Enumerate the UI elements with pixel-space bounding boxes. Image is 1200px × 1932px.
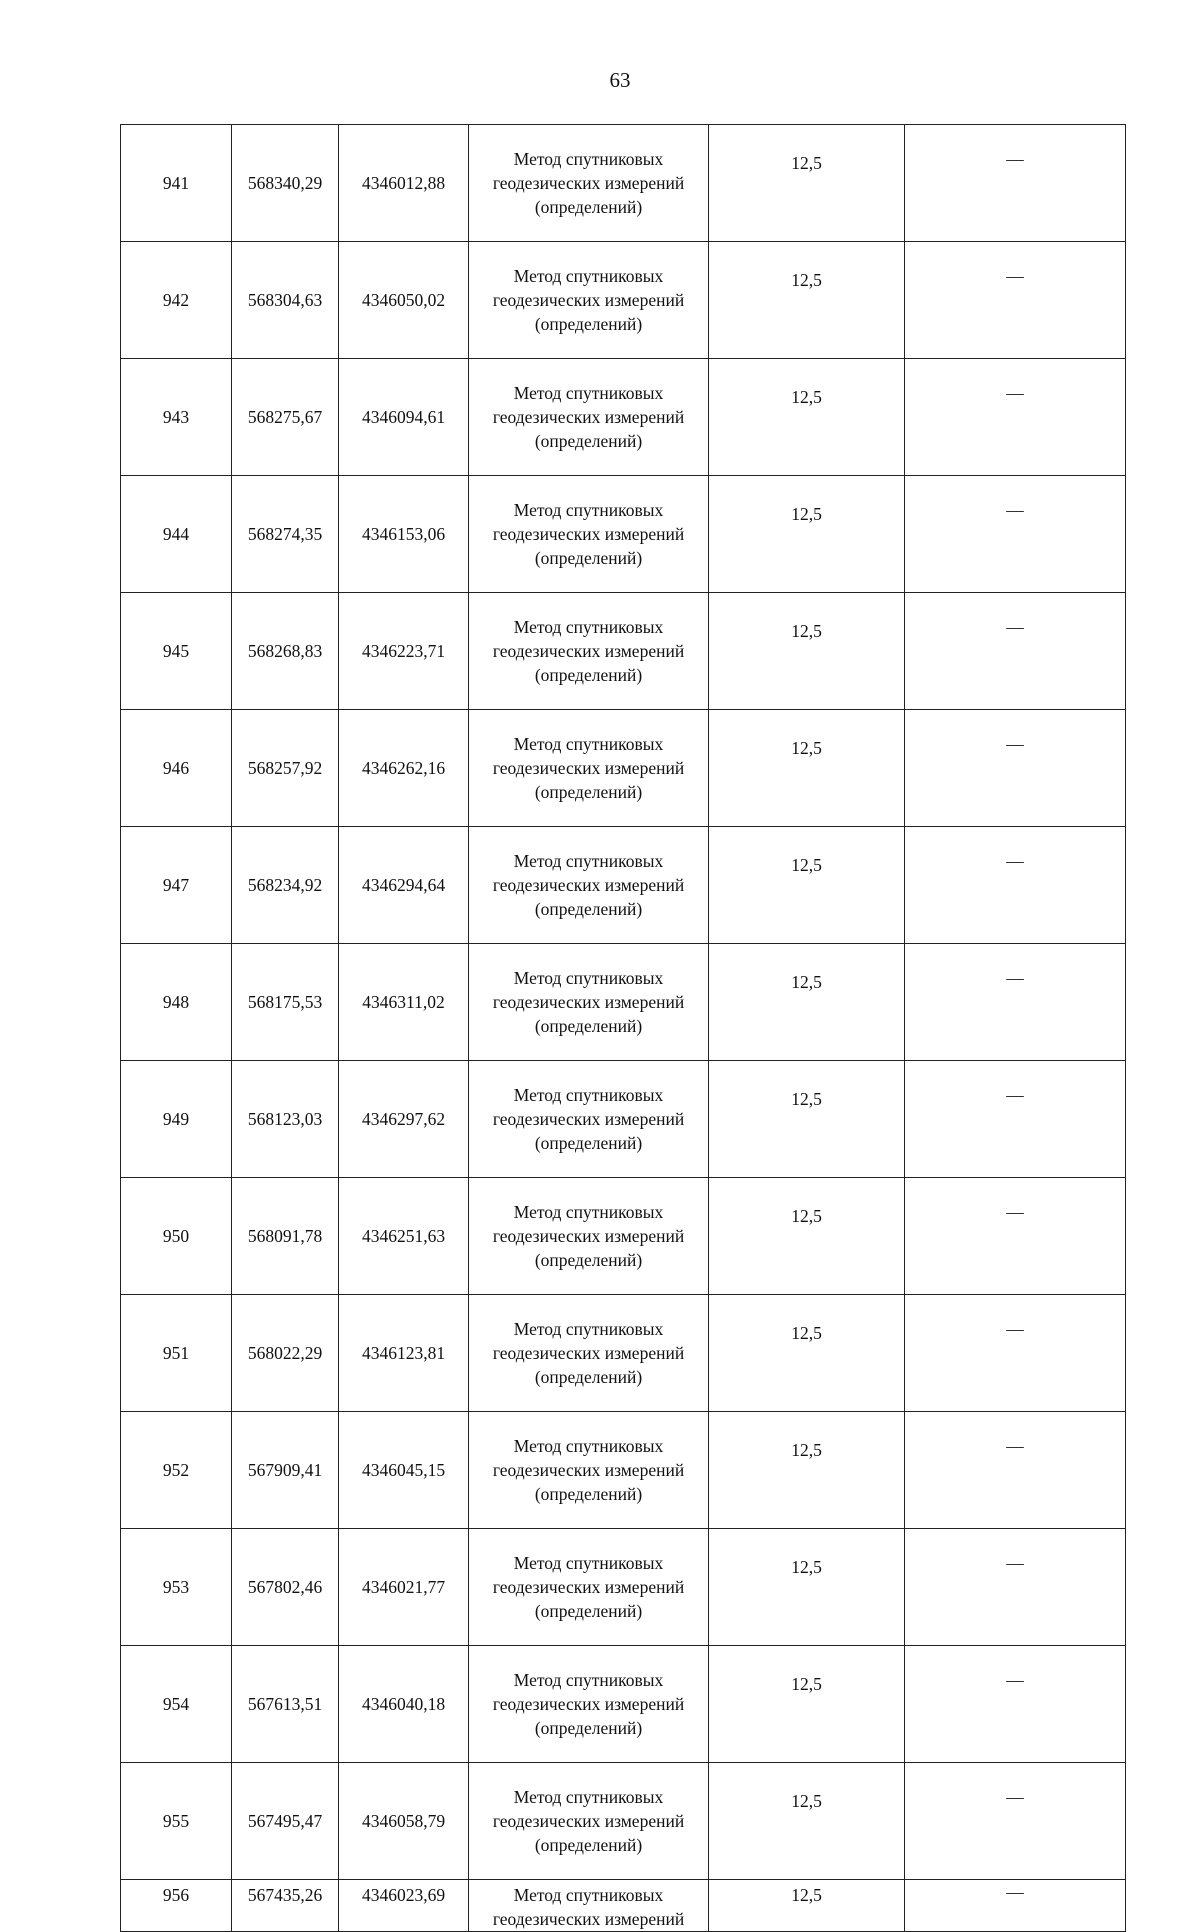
method-line: Метод спутниковых (513, 500, 664, 520)
method-cell (469, 1763, 709, 1880)
accuracy-cell: 12,5 (709, 1529, 905, 1646)
method-line: геодезических измерений (492, 758, 685, 778)
note-cell: — (905, 1763, 1126, 1880)
point-number-cell: 945 (121, 593, 232, 710)
y-coordinate-cell: 4346297,62 (339, 1061, 469, 1178)
method-cell (469, 242, 709, 359)
method-line: геодезических измерений (492, 1577, 685, 1597)
method-line: Метод спутниковых (513, 1436, 664, 1456)
table-body (121, 125, 1126, 1932)
table-row (121, 1763, 1126, 1880)
x-coordinate-cell: 568175,53 (232, 944, 339, 1061)
point-number-cell: 952 (121, 1412, 232, 1529)
method-cell (469, 125, 709, 242)
method-line: геодезических измерений (492, 1109, 685, 1129)
method-line: Метод спутниковых (513, 851, 664, 871)
method-cell (469, 593, 709, 710)
point-number-cell: 947 (121, 827, 232, 944)
method-cell (469, 1529, 709, 1646)
table-row (121, 593, 1126, 710)
method-line: геодезических измерений (492, 1694, 685, 1714)
method-cell (469, 1880, 709, 1932)
y-coordinate-cell: 4346040,18 (339, 1646, 469, 1763)
method-line: геодезических измерений (492, 1909, 685, 1929)
x-coordinate-cell: 567802,46 (232, 1529, 339, 1646)
accuracy-cell: 12,5 (709, 1178, 905, 1295)
x-coordinate-cell: 568234,92 (232, 827, 339, 944)
point-number-cell: 955 (121, 1763, 232, 1880)
x-coordinate-cell: 567613,51 (232, 1646, 339, 1763)
x-coordinate-cell: 568123,03 (232, 1061, 339, 1178)
y-coordinate-cell: 4346023,69 (339, 1880, 469, 1932)
method-line: геодезических измерений (492, 290, 685, 310)
method-line: геодезических измерений (492, 875, 685, 895)
method-cell (469, 1178, 709, 1295)
x-coordinate-cell: 568268,83 (232, 593, 339, 710)
method-line: геодезических измерений (492, 524, 685, 544)
note-cell: — (905, 1646, 1126, 1763)
x-coordinate-cell: 568022,29 (232, 1295, 339, 1412)
note-cell: — (905, 125, 1126, 242)
method-line: Метод спутниковых (513, 1670, 664, 1690)
accuracy-cell: 12,5 (709, 1061, 905, 1178)
accuracy-cell: 12,5 (709, 1412, 905, 1529)
method-line: геодезических измерений (492, 407, 685, 427)
note-cell: — (905, 1412, 1126, 1529)
method-line: геодезических измерений (492, 1226, 685, 1246)
table-row (121, 1061, 1126, 1178)
method-line: (определений) (534, 1601, 643, 1621)
method-cell (469, 710, 709, 827)
table-row (121, 1295, 1126, 1412)
point-number-cell: 948 (121, 944, 232, 1061)
point-number-cell: 954 (121, 1646, 232, 1763)
method-line: Метод спутниковых (513, 1787, 664, 1807)
method-cell (469, 944, 709, 1061)
y-coordinate-cell: 4346045,15 (339, 1412, 469, 1529)
method-line: геодезических измерений (492, 992, 685, 1012)
method-line: (определений) (534, 197, 643, 217)
method-line: (определений) (534, 431, 643, 451)
y-coordinate-cell: 4346094,61 (339, 359, 469, 476)
y-coordinate-cell: 4346021,77 (339, 1529, 469, 1646)
y-coordinate-cell: 4346311,02 (339, 944, 469, 1061)
method-line: (определений) (534, 665, 643, 685)
accuracy-cell: 12,5 (709, 359, 905, 476)
accuracy-cell: 12,5 (709, 1295, 905, 1412)
y-coordinate-cell: 4346223,71 (339, 593, 469, 710)
point-number-cell: 944 (121, 476, 232, 593)
note-cell: — (905, 1178, 1126, 1295)
note-cell: — (905, 593, 1126, 710)
table-row (121, 1412, 1126, 1529)
accuracy-cell: 12,5 (709, 1880, 905, 1932)
method-line: геодезических измерений (492, 641, 685, 661)
accuracy-cell: 12,5 (709, 710, 905, 827)
method-line: Метод спутниковых (513, 1553, 664, 1573)
method-line: (определений) (534, 548, 643, 568)
method-line: (определений) (534, 1835, 643, 1855)
accuracy-cell: 12,5 (709, 944, 905, 1061)
method-line: (определений) (534, 1250, 643, 1270)
table-row (121, 1646, 1126, 1763)
note-cell: — (905, 1061, 1126, 1178)
point-number-cell: 950 (121, 1178, 232, 1295)
accuracy-cell: 12,5 (709, 827, 905, 944)
method-line: геодезических измерений (492, 1460, 685, 1480)
accuracy-cell: 12,5 (709, 125, 905, 242)
method-line: (определений) (534, 1016, 643, 1036)
method-line: (определений) (534, 1133, 643, 1153)
accuracy-cell: 12,5 (709, 1763, 905, 1880)
page-number: 63 (609, 68, 631, 92)
y-coordinate-cell: 4346262,16 (339, 710, 469, 827)
method-line: Метод спутниковых (513, 383, 664, 403)
table-row (121, 1880, 1126, 1932)
method-line: Метод спутниковых (513, 1319, 664, 1339)
method-cell (469, 827, 709, 944)
table-row (121, 710, 1126, 827)
point-number-cell: 956 (121, 1880, 232, 1932)
y-coordinate-cell: 4346123,81 (339, 1295, 469, 1412)
method-line: (определений) (534, 1484, 643, 1504)
point-number-cell: 949 (121, 1061, 232, 1178)
method-line: Метод спутниковых (513, 617, 664, 637)
point-number-cell: 951 (121, 1295, 232, 1412)
note-cell: — (905, 1529, 1126, 1646)
y-coordinate-cell: 4346012,88 (339, 125, 469, 242)
note-cell: — (905, 710, 1126, 827)
table-row (121, 944, 1126, 1061)
method-line: геодезических измерений (492, 1343, 685, 1363)
note-cell: — (905, 827, 1126, 944)
point-number-cell: 941 (121, 125, 232, 242)
method-line: геодезических измерений (492, 173, 685, 193)
table-row (121, 359, 1126, 476)
x-coordinate-cell: 568091,78 (232, 1178, 339, 1295)
method-line: геодезических измерений (492, 1811, 685, 1831)
x-coordinate-cell: 568257,92 (232, 710, 339, 827)
accuracy-cell: 12,5 (709, 593, 905, 710)
y-coordinate-cell: 4346251,63 (339, 1178, 469, 1295)
method-cell (469, 359, 709, 476)
point-number-cell: 943 (121, 359, 232, 476)
method-cell (469, 1646, 709, 1763)
method-line: Метод спутниковых (513, 266, 664, 286)
note-cell: — (905, 1295, 1126, 1412)
note-cell: — (905, 242, 1126, 359)
method-line: (определений) (534, 1718, 643, 1738)
method-line: Метод спутниковых (513, 1202, 664, 1222)
x-coordinate-cell: 567495,47 (232, 1763, 339, 1880)
method-line: (определений) (534, 314, 643, 334)
note-cell: — (905, 944, 1126, 1061)
method-line: (определений) (534, 782, 643, 802)
table-row (121, 476, 1126, 593)
method-line: (определений) (534, 1367, 643, 1387)
method-line: Метод спутниковых (513, 734, 664, 754)
accuracy-cell: 12,5 (709, 1646, 905, 1763)
note-cell: — (905, 359, 1126, 476)
y-coordinate-cell: 4346294,64 (339, 827, 469, 944)
accuracy-cell: 12,5 (709, 476, 905, 593)
table-row (121, 1178, 1126, 1295)
point-number-cell: 946 (121, 710, 232, 827)
table-row (121, 242, 1126, 359)
note-cell: — (905, 1880, 1126, 1932)
x-coordinate-cell: 568275,67 (232, 359, 339, 476)
point-number-cell: 953 (121, 1529, 232, 1646)
table-row (121, 1529, 1126, 1646)
y-coordinate-cell: 4346050,02 (339, 242, 469, 359)
point-number-cell: 942 (121, 242, 232, 359)
method-line: (определений) (534, 899, 643, 919)
method-cell (469, 1061, 709, 1178)
accuracy-cell: 12,5 (709, 242, 905, 359)
method-line: Метод спутниковых (513, 968, 664, 988)
table-row (121, 827, 1126, 944)
x-coordinate-cell: 567435,26 (232, 1880, 339, 1932)
method-line: Метод спутниковых (513, 1085, 664, 1105)
y-coordinate-cell: 4346058,79 (339, 1763, 469, 1880)
method-line: Метод спутниковых (513, 149, 664, 169)
method-cell (469, 1412, 709, 1529)
method-line: Метод спутниковых (513, 1885, 664, 1905)
table-row (121, 125, 1126, 242)
y-coordinate-cell: 4346153,06 (339, 476, 469, 593)
x-coordinate-cell: 568274,35 (232, 476, 339, 593)
method-cell (469, 476, 709, 593)
x-coordinate-cell: 567909,41 (232, 1412, 339, 1529)
note-cell: — (905, 476, 1126, 593)
x-coordinate-cell: 568340,29 (232, 125, 339, 242)
method-cell (469, 1295, 709, 1412)
x-coordinate-cell: 568304,63 (232, 242, 339, 359)
